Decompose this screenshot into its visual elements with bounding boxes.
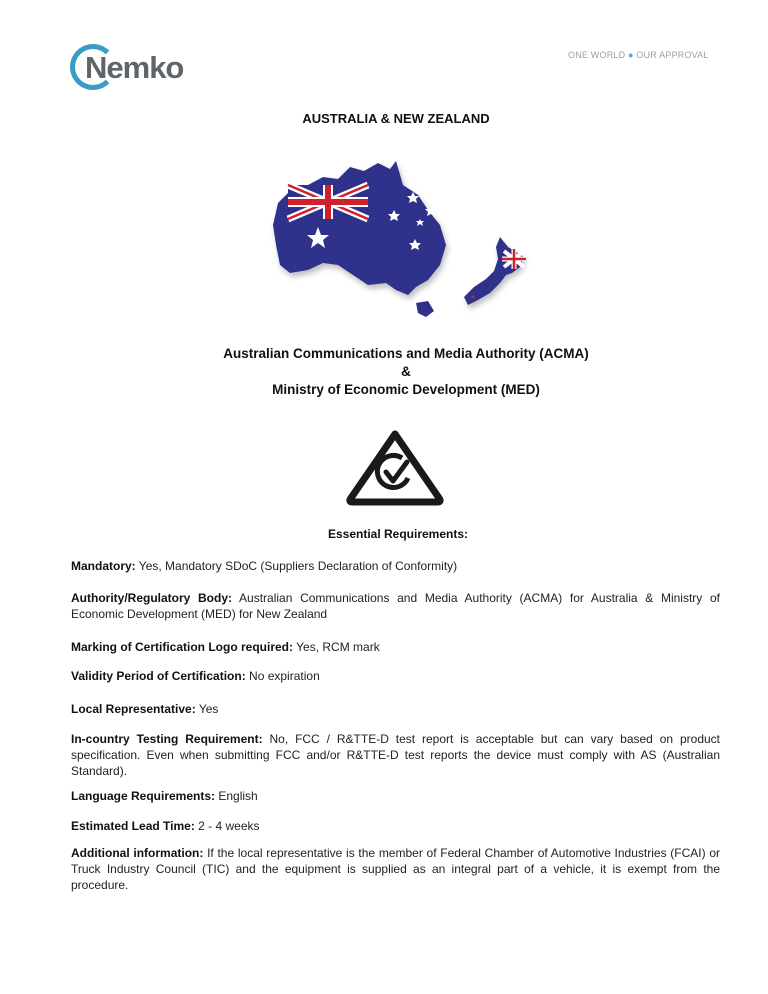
- req-value: English: [215, 789, 258, 803]
- req-value: No expiration: [245, 669, 320, 683]
- req-testing: [71, 731, 720, 779]
- authority-heading: [0, 345, 768, 399]
- req-label: Additional information:: [71, 846, 204, 860]
- req-label: Authority/Regulatory Body:: [71, 591, 233, 605]
- req-mandatory: [71, 558, 720, 574]
- req-marking: [71, 639, 720, 655]
- req-language: [71, 788, 720, 804]
- essential-requirements-title: Essential Requirements:: [327, 527, 469, 541]
- req-value: Australian Communications and Media Authority (ACMA) for Australia & Ministry of Economic Development (MED) for New Zealand: [71, 591, 720, 621]
- req-label: Local Representative:: [71, 702, 196, 716]
- logo-text: Nemko: [85, 50, 184, 85]
- req-label: Language Requirements:: [71, 789, 216, 803]
- req-validity: [71, 668, 720, 684]
- nemko-logo: [68, 42, 188, 98]
- req-value: 2 - 4 weeks: [194, 819, 260, 833]
- req-label: Validity Period of Certification:: [71, 669, 246, 683]
- australia-nz-flag-map-image: [268, 155, 538, 320]
- rcm-mark-icon: [344, 428, 446, 506]
- req-label: Mandatory:: [71, 559, 136, 573]
- req-value: If the local representative is the member of Federal Chamber of Automotive Industries (FCAI) or Truck Industry Council (TIC) and the equipment is supplied as an integral part of a vehicle, it is exempt from the procedure.: [71, 846, 721, 892]
- req-authority: [71, 590, 720, 622]
- req-additional: [71, 845, 720, 893]
- req-local-rep: [71, 701, 720, 717]
- req-value: Yes, RCM mark: [293, 640, 380, 654]
- page-title: AUSTRALIA & NEW ZEALAND: [302, 111, 490, 126]
- authority-acma: Australian Communications and Media Authority (ACMA): [223, 346, 589, 361]
- req-label: Marking of Certification Logo required:: [71, 640, 294, 654]
- req-label: In-country Testing Requirement:: [71, 732, 263, 746]
- req-label: Estimated Lead Time:: [71, 819, 195, 833]
- req-value: Yes, Mandatory SDoC (Suppliers Declaration of Conformity): [135, 559, 458, 573]
- tagline-right: OUR APPROVAL: [636, 50, 709, 60]
- req-lead-time: [71, 818, 720, 834]
- req-value: Yes: [195, 702, 219, 716]
- tagline: [568, 50, 709, 60]
- tagline-left: ONE WORLD: [568, 50, 626, 60]
- req-value: No, FCC / R&TTE-D test report is acceptable but can vary based on product specification. Even when submitting FCC and/or R&TTE-D test reports the device must comply with AS (Australian Standard).: [71, 732, 721, 778]
- authority-ampersand: &: [401, 364, 411, 379]
- tagline-dot-icon: ●: [628, 50, 634, 60]
- authority-med: Ministry of Economic Development (MED): [272, 382, 540, 397]
